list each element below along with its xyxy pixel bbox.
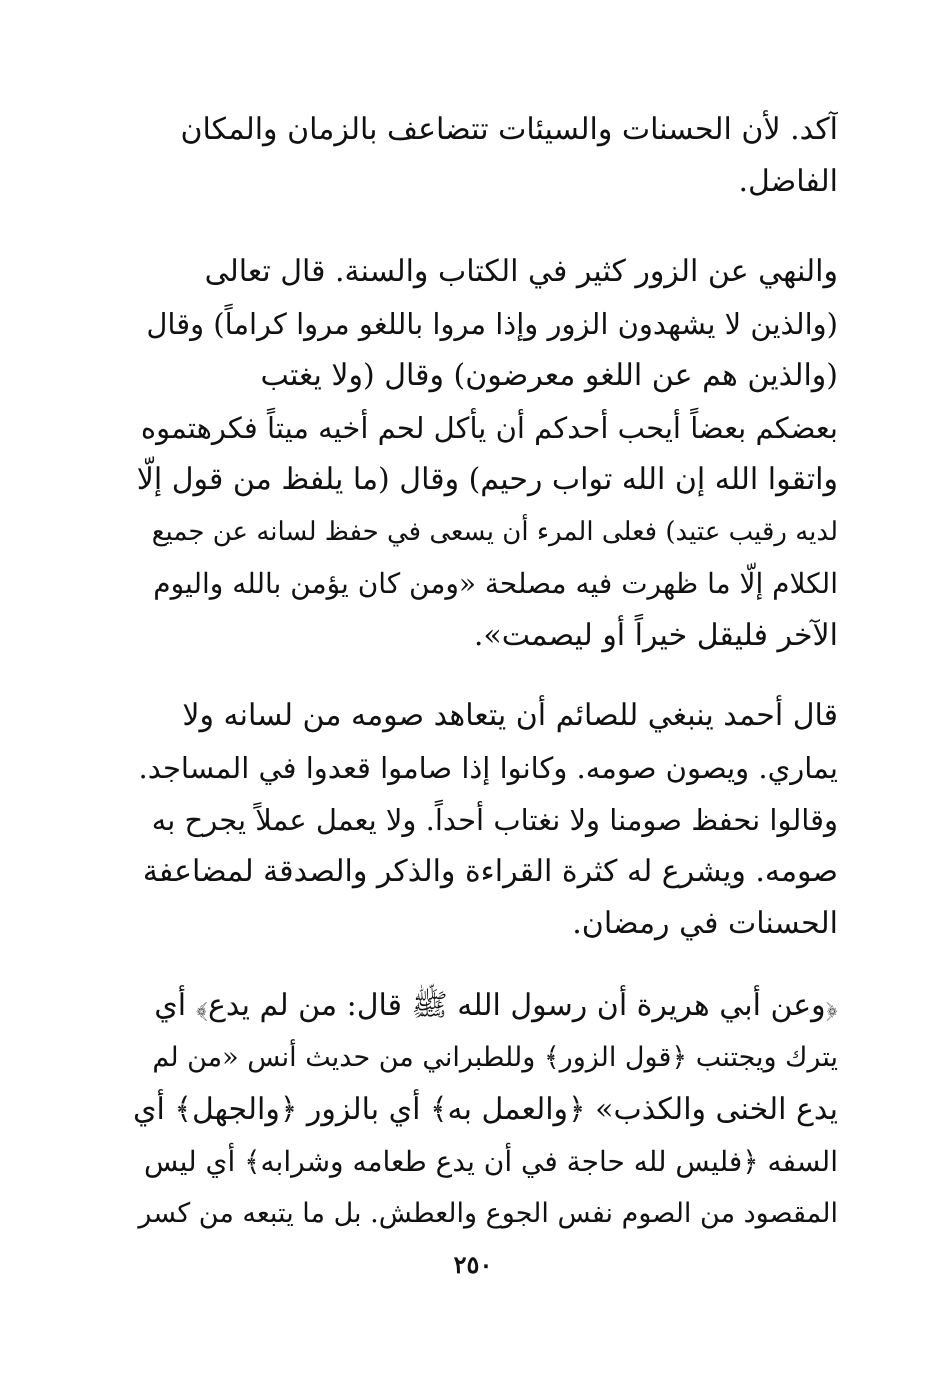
text-line: (والذين هم عن اللغو معرضون) وقال (ولا يغتب bbox=[260, 358, 838, 393]
text-line: يدع الخنى والكذب» ﴿والعمل به﴾ أي بالزور ﴿والجهل﴾ أي bbox=[133, 1092, 838, 1127]
text-line: لديه رقيب عتيد) فعلى المرء أن يسعى في حفظ لسانه عن جميع bbox=[151, 517, 838, 547]
paragraph-4 bbox=[132, 980, 838, 1240]
paragraph-1 bbox=[132, 104, 838, 208]
text-line: صومه. ويشرع له كثرة القراءة والذكر والصدقة لمضاعفة bbox=[142, 854, 838, 889]
text-line: واتقوا الله إن الله تواب رحيم) وقال (ما يلفظ من قول إلّا bbox=[136, 462, 838, 497]
text-line: يماري. ويصون صومه. وكانوا إذا صاموا قعدوا في المساجد. bbox=[138, 751, 838, 785]
text-line: وقالوا نحفظ صومنا ولا نغتاب أحداً. ولا يعمل عملاً يجرح به bbox=[151, 803, 838, 837]
text-line: ﴿وعن أبي هريرة أن رسول الله ﷺ قال: من لم يدع﴾ أي bbox=[154, 988, 838, 1023]
text-line: بعضكم بعضاً أيحب أحدكم أن يأكل لحم أخيه ميتاً فكرهتموه bbox=[140, 411, 838, 445]
text-line: (والذين لا يشهدون الزور وإذا مروا باللغو مروا كراماً) وقال bbox=[146, 307, 838, 341]
text-line: الفاضل. bbox=[738, 164, 838, 199]
paragraph-3 bbox=[132, 690, 838, 950]
paragraph-2 bbox=[132, 246, 838, 662]
text-line: قال أحمد ينبغي للصائم أن يتعاهد صومه من لسانه ولا bbox=[182, 698, 838, 733]
text-line: والنهي عن الزور كثير في الكتاب والسنة. قال تعالى bbox=[204, 254, 838, 289]
text-line: الكلام إلّا ما ظهرت فيه مصلحة «ومن كان يؤمن بالله واليوم bbox=[153, 567, 838, 600]
text-line: يترك ويجتنب ﴿قول الزور﴾ وللطبراني من حديث أنس «من لم bbox=[152, 1042, 838, 1073]
text-line: المقصود من الصوم نفس الجوع والعطش. بل ما يتبعه من كسر bbox=[138, 1198, 838, 1229]
text-line: الحسنات في رمضان. bbox=[572, 906, 838, 941]
text-line: آكد. لأن الحسنات والسيئات تتضاعف بالزمان والمكان bbox=[180, 112, 838, 147]
text-line: السفه ﴿فليس لله حاجة في أن يدع طعامه وشرابه﴾ أي ليس bbox=[143, 1145, 838, 1178]
page-number: ٢٥٠ bbox=[453, 1250, 493, 1279]
text-line: الآخر فليقل خيراً أو ليصمت». bbox=[473, 618, 838, 653]
